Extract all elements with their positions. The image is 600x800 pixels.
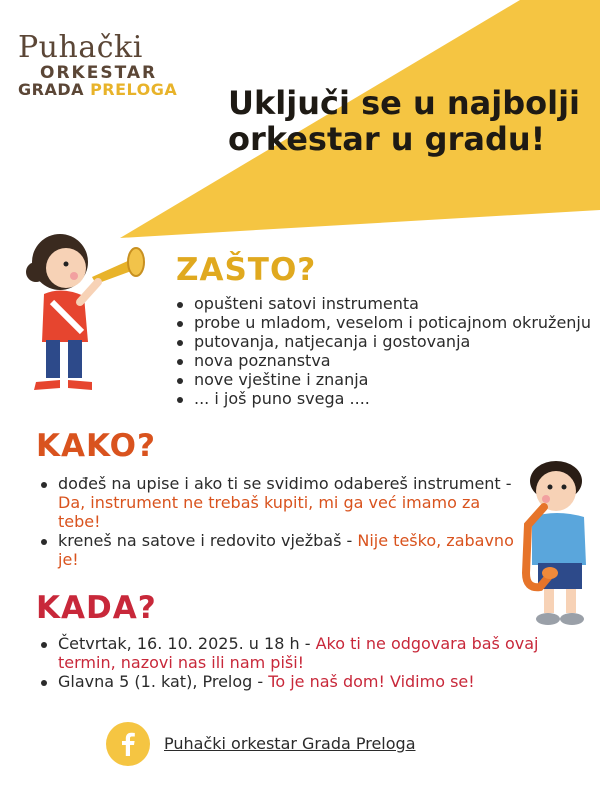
list-item: nove vještine i znanja xyxy=(172,370,592,389)
headline: Uključi se u najbolji orkestar u gradu! xyxy=(228,84,581,158)
item-highlight: Ako ti ne odgovara baš ovaj termin, nazovi nas ili nam piši! xyxy=(58,634,539,672)
list-item: putovanja, natjecanja i gostovanja xyxy=(172,332,592,351)
item-text: kreneš na satove i redovito vježbaš - xyxy=(58,531,358,550)
list-item xyxy=(36,531,526,569)
kada-heading: KADA? xyxy=(36,590,157,626)
logo-city xyxy=(18,80,177,99)
logo-city-main: GRADA xyxy=(18,80,84,99)
kako-list xyxy=(36,474,526,569)
boy-saxophone-illustration xyxy=(510,455,600,635)
list-item: ... i još puno svega .... xyxy=(172,389,592,408)
kada-list xyxy=(36,634,596,691)
zasto-list xyxy=(172,294,592,408)
facebook-glyph xyxy=(106,722,150,766)
logo-city-accent: PRELOGA xyxy=(90,80,178,99)
logo-title: Puhački xyxy=(18,30,143,65)
item-highlight: To je naš dom! Vidimo se! xyxy=(268,672,475,691)
kako-heading: KAKO? xyxy=(36,428,156,464)
list-item xyxy=(36,634,596,672)
item-text: Glavna 5 (1. kat), Prelog - xyxy=(58,672,269,691)
list-item: probe u mladom, veselom i poticajnom okruženju xyxy=(172,313,592,332)
item-text: dođeš na upise i ako ti se svidimo odabereš instrument - xyxy=(58,474,512,493)
item-highlight: Nije teško, zabavno je! xyxy=(58,531,514,569)
list-item xyxy=(36,672,596,691)
facebook-link[interactable]: Puhački orkestar Grada Preloga xyxy=(164,734,416,753)
facebook-icon[interactable] xyxy=(106,722,150,766)
list-item: opušteni satovi instrumenta xyxy=(172,294,592,313)
logo-subtitle: ORKESTAR xyxy=(40,63,158,83)
list-item: nova poznanstva xyxy=(172,351,592,370)
zasto-heading: ZAŠTO? xyxy=(176,252,317,288)
girl-trumpet-illustration xyxy=(22,222,152,397)
item-text: Četvrtak, 16. 10. 2025. u 18 h - xyxy=(58,634,316,653)
item-highlight: Da, instrument ne trebaš kupiti, mi ga već imamo za tebe! xyxy=(58,493,481,531)
list-item xyxy=(36,474,526,531)
